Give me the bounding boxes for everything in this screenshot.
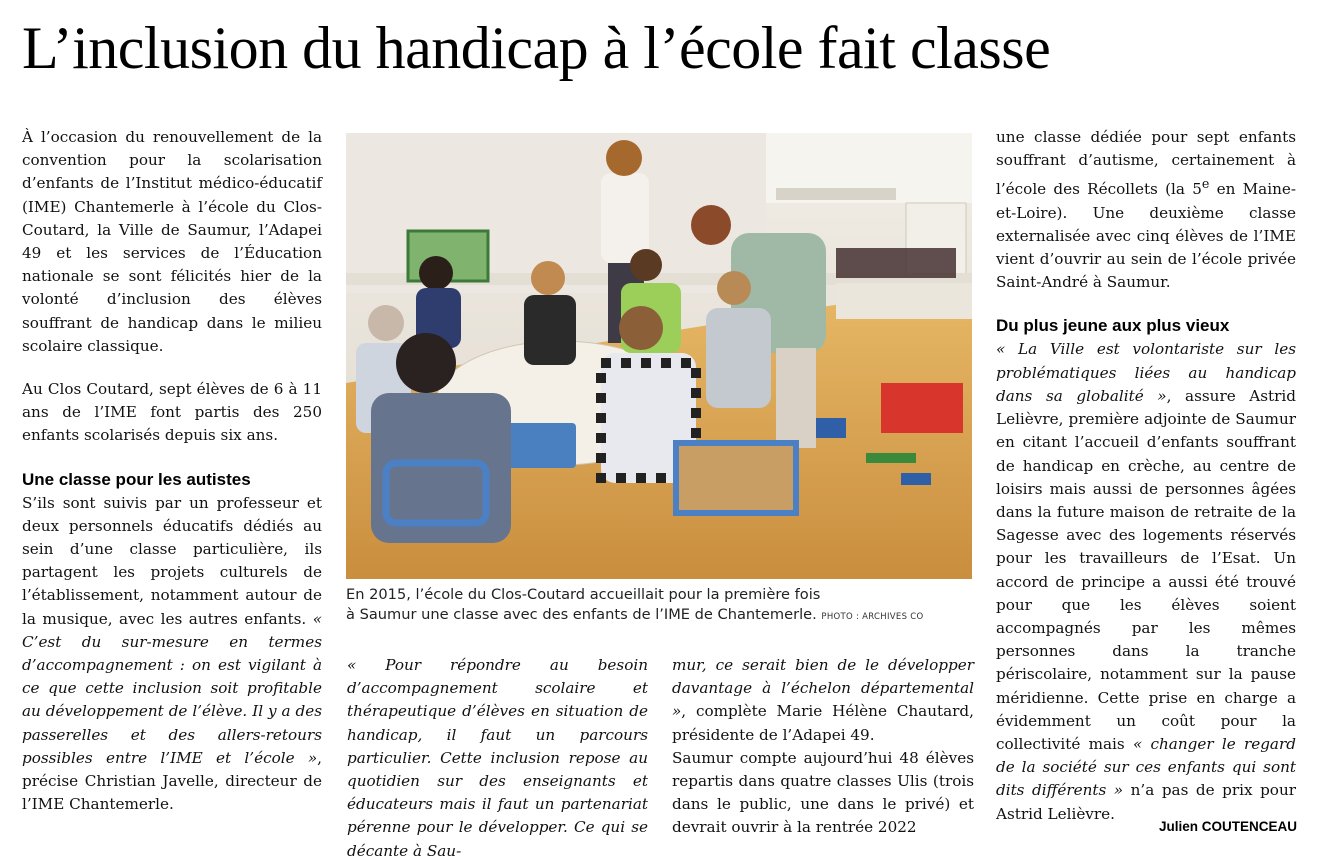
- paragraph-classe-dediee: [996, 126, 1296, 294]
- text: une classe dédiée pour sept enfants souffrant d’autisme, certainement à l’école des Récollets (la 5: [996, 128, 1296, 199]
- subheading-classe-autistes: Une classe pour les autistes: [22, 469, 251, 489]
- quote-chautard-part1: [347, 654, 648, 863]
- text: n’a pas de prix pour Astrid Lelièvre.: [996, 781, 1296, 823]
- quote-text: mur, ce serait bien de le développer davantage à l’échelon départemental »: [672, 656, 974, 721]
- caption-line-1: En 2015, l’école du Clos-Coutard accueillait pour la première fois: [346, 586, 821, 603]
- caption-line-2: [346, 605, 986, 627]
- quote-text: « Pour répondre au besoin d’accompagnement scolaire et thérapeutique d’élèves en situation de handicap, il faut un parcours particulier. Cette inclusion repose au quotidien sur des enseignants et éducateurs mais il faut un partenariat pérenne pour le développer. Ce qui se décante à Sau-: [347, 656, 648, 860]
- headline: L’inclusion du handicap à l’école fait classe: [22, 15, 1051, 81]
- paragraph-intro: À l’occasion du renouvellement de la convention pour la scolarisation d’enfants de l’Institut médico-éducatif (IME) Chantemerle à l’école du Clos-Coutard, la Ville de Saumur, l’Adapei 49 et les services de l’Éducation nationale se sont félicités hier de la volonté d’inclusion des élèves souffrant de handicap dans le milieu scolaire classique.: [22, 128, 322, 355]
- text: , complète Marie Hélène Chautard, présidente de l’Adapei 49.: [672, 702, 974, 744]
- superscript: e: [1201, 176, 1210, 192]
- quote-lelievre-1: « La Ville est volontariste sur les problématiques liées au handicap dans sa globalité »: [996, 340, 1296, 405]
- text: , précise Christian Javelle, directeur de l’IME Chantemerle.: [22, 748, 322, 814]
- article-column-4: [996, 126, 1296, 826]
- quote-javelle: « C’est du sur-mesure en termes d’accompagnement : on est vigilant à ce que cette inclusion soit profitable au développement de l’élève. Il y a des passerelles et des allers-retours possibles entre l’IME et l’école »: [22, 609, 322, 767]
- article-photo: [346, 133, 972, 579]
- quote-chautard-part2: [672, 654, 974, 747]
- byline: Julien COUTENCEAU: [1158, 819, 1297, 834]
- article-column-1: [22, 126, 322, 816]
- photo-credit: PHOTO : ARCHIVES CO: [821, 612, 924, 622]
- classroom-photo-illustration: [346, 133, 972, 579]
- article-column-2: [347, 654, 648, 863]
- text: S’ils sont suivis par un professeur et deux personnels éducatifs dédiés au sein d’une classe particulière, ils partagent les projets culturels de l’établissement, notamment autour de la musique, avec les autres enfants.: [22, 493, 322, 628]
- caption-text: à Saumur une classe avec des enfants de l’IME de Chantemerle.: [346, 606, 817, 623]
- photo-caption: [346, 585, 986, 627]
- paragraph-lelievre: [996, 338, 1296, 825]
- text: , assure Astrid Lelièvre, première adjointe de Saumur en citant l’accueil d’enfants souffrant de handicap en crèche, au centre de loisirs mais aussi de personnes âgées dans la future maison de retraite de la Sagesse avec des logements réservés pour les travailleurs de l’Esat. Un accord de principe a aussi été trouvé pour que les élèves soient accompagnés par les mêmes personnes dans la tranche périscolaire, notamment sur la pause méridienne. Cette prise en charge a évidemment un coût pour la collectivité mais: [996, 386, 1296, 753]
- paragraph-classe: [22, 492, 322, 817]
- text: en Maine-et-Loire). Une deuxième classe externalisée avec cinq élèves de l’IME vient d’ouvrir au sein de l’école privée Saint-André à Saumur.: [996, 180, 1296, 292]
- paragraph-ulis: Saumur compte aujourd’hui 48 élèves repartis dans quatre classes Ulis (trois dans le public, une dans le privé) et devrait ouvrir à la rentrée 2022: [672, 748, 974, 837]
- quote-lelievre-2: « changer le regard de la société sur ces enfants qui sont dits différents »: [996, 734, 1296, 800]
- article-column-3: [672, 654, 974, 840]
- subheading-jeune-vieux: Du plus jeune aux plus vieux: [996, 316, 1230, 336]
- paragraph-clos-coutard: Au Clos Coutard, sept élèves de 6 à 11 ans de l’IME font partis des 250 enfants scolarisés depuis six ans.: [22, 380, 322, 445]
